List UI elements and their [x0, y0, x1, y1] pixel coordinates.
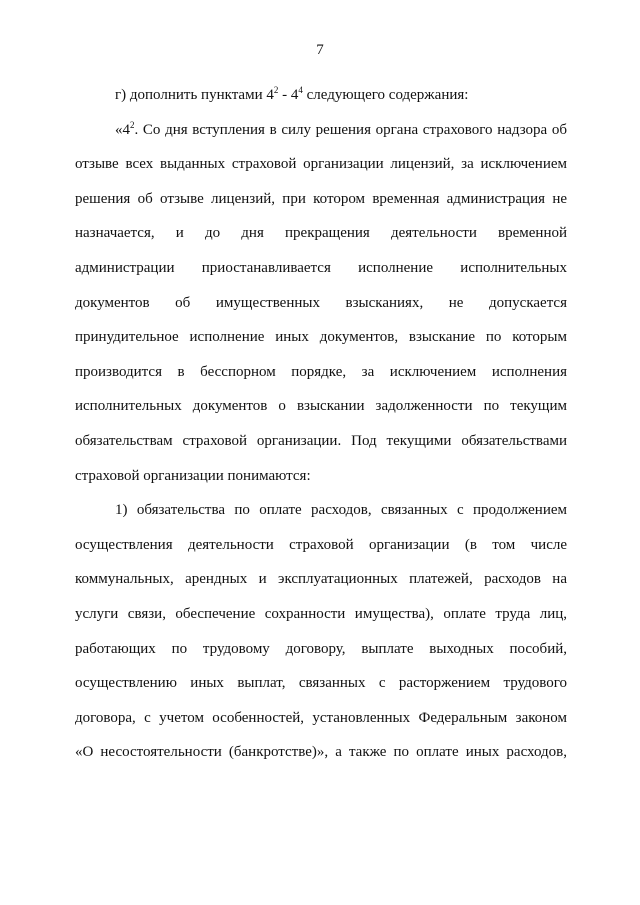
paragraph-line: работающих по трудовому договору, выплате выходных пособий,: [75, 640, 567, 657]
paragraph-line: страховой организации понимаются:: [75, 467, 311, 484]
paragraph-line: принудительное исполнение иных документов, взыскание по которым: [75, 329, 567, 346]
paragraph-line: договора, с учетом особенностей, установленных Федеральным законом: [75, 709, 567, 726]
paragraph-line: услуги связи, обеспечение сохранности имущества), оплате труда лиц,: [75, 605, 567, 622]
paragraph-line: осуществлению иных выплат, связанных с расторжением трудового: [75, 675, 567, 692]
superscript: 4: [298, 85, 303, 95]
paragraph-line: решения об отзыве лицензий, при котором временная администрация не: [75, 190, 567, 207]
paragraph-line: исполнительных документов о взыскании задолженности по текущим: [75, 398, 567, 415]
paragraph-line: отзыве всех выданных страховой организации лицензий, за исключением: [75, 156, 567, 173]
paragraph-line: г) дополнить пунктами $4^2 - 4^4$ следующего содержания:: [115, 85, 469, 103]
page-number: 7: [316, 42, 324, 58]
paragraph-line: назначается, и до дня прекращения деятельности временной: [75, 225, 567, 242]
paragraph-line: 1) обязательства по оплате расходов, связанных с продолжением: [115, 502, 567, 519]
paragraph-line: администрации приостанавливается исполнение исполнительных: [75, 259, 567, 276]
paragraph-line: производится в бесспорном порядке, за исключением исполнения: [75, 363, 567, 380]
paragraph-line: «О несостоятельности (банкротстве)», а также по оплате иных расходов,: [75, 744, 567, 761]
paragraph-line: «$4^2$. Со дня вступления в силу решения органа страхового надзора об: [115, 119, 567, 138]
document-body: [75, 78, 567, 770]
paragraph-line: коммунальных, арендных и эксплуатационных платежей, расходов на: [75, 571, 567, 588]
paragraph-line: осуществления деятельности страховой организации (в том числе: [75, 536, 567, 553]
superscript: 2: [130, 119, 135, 130]
superscript: 2: [273, 85, 279, 95]
paragraph-line: обязательствам страховой организации. Под текущими обязательствами: [75, 432, 567, 449]
paragraph-line: документов об имущественных взысканиях, не допускается: [75, 294, 567, 311]
